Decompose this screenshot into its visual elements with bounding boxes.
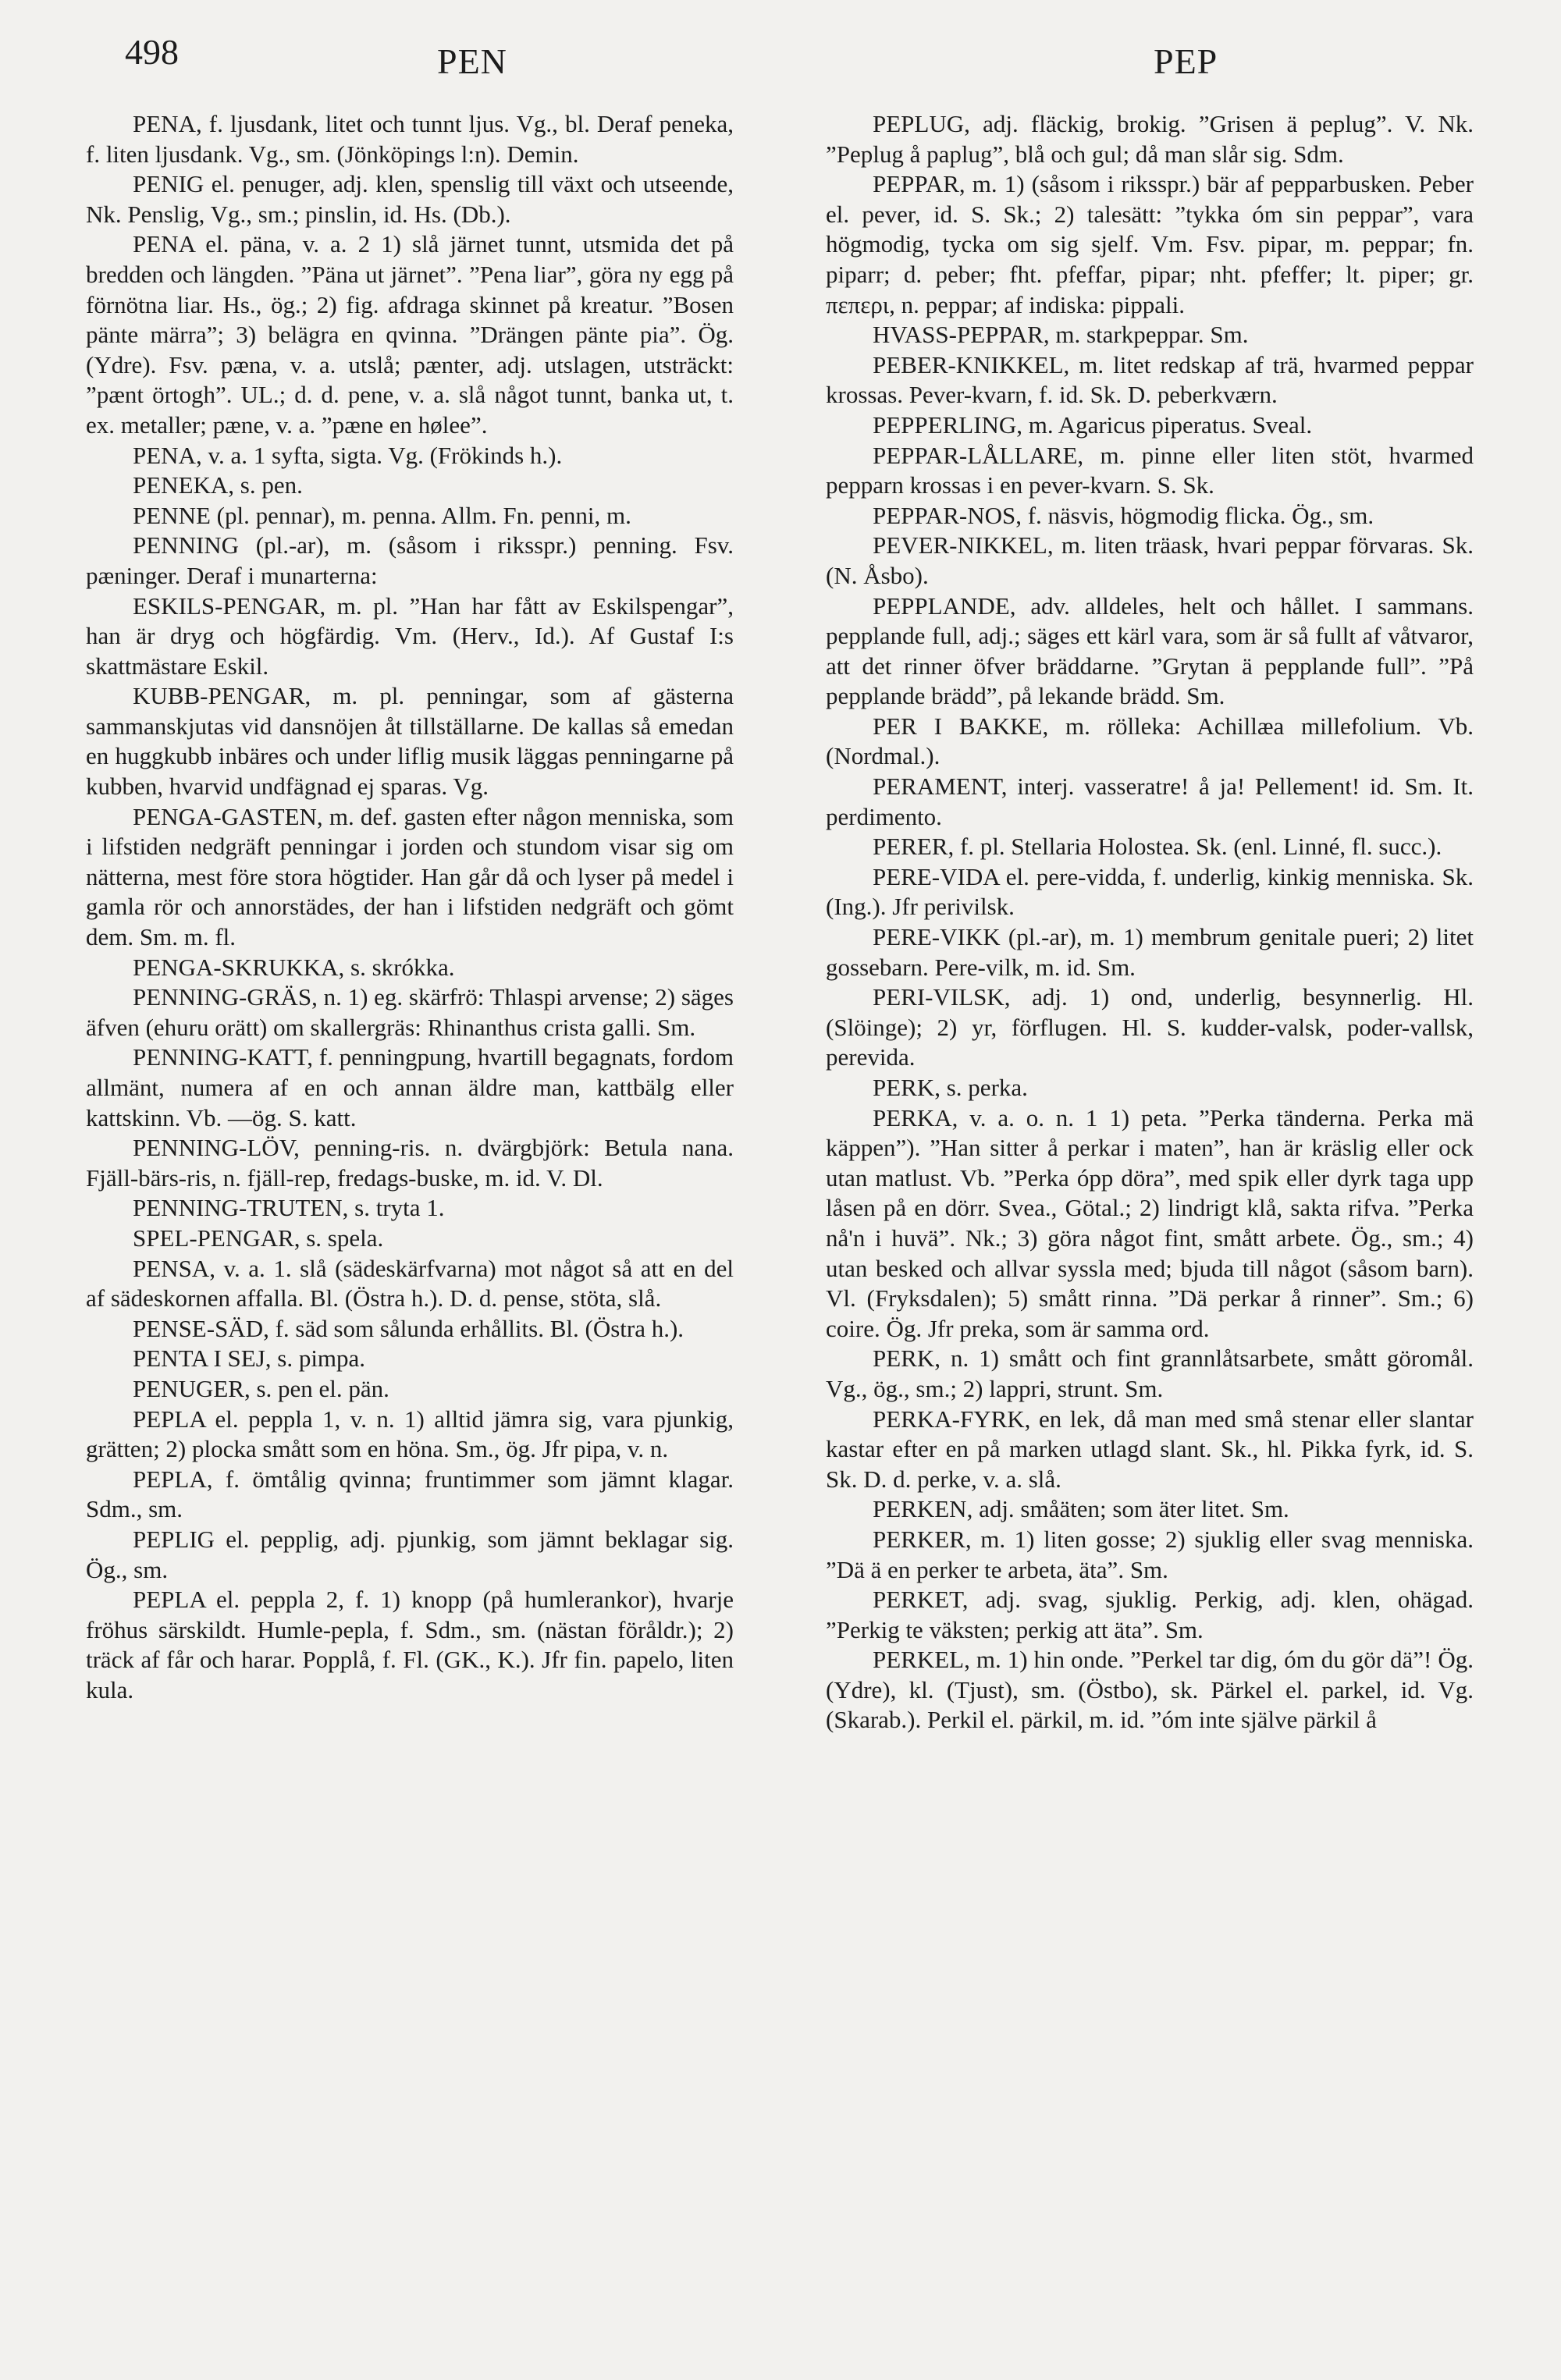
dictionary-entry: PERKER, m. 1) liten gosse; 2) sjuklig eller svag menniska. ”Dä ä en perker te arbeta, äta”. Sm. [826,1525,1474,1583]
dictionary-entry: PEPPAR, m. 1) (såsom i riksspr.) bär af pepparbusken. Peber el. pever, id. S. Sk.; 2) talesätt: ”tykka óm sin peppar”, vara högmodig, tycka om sig sjelf. Vm. Fsv. pipar, m. peppar; fn. piparr; d. peber; fht. pfeffar, pipar; nht. pfeffer; lt. piper; gr. πεπερι, n. peppar; af indiska: pippali. [826,170,1474,318]
dictionary-entry: PENIG el. penuger, adj. klen, spenslig till växt och utseende, Nk. Penslig, Vg., sm.; pinslin, id. Hs. (Db.). [86,170,734,228]
dictionary-entry: PENNE (pl. pennar), m. penna. Allm. Fn. penni, m. [133,501,631,529]
dictionary-entry: PEPPAR-LÅLLARE, m. pinne eller liten stöt, hvarmed pepparn krossas i en pever-kvarn. S. Sk. [826,441,1474,499]
dictionary-entry: PERE-VIDA el. pere-vidda, f. underlig, kinkig menniska. Sk. (Ing.). Jfr perivilsk. [826,862,1474,921]
dictionary-entry: PENSA, v. a. 1. slå (sädeskärfvarna) mot något så att en del af sädeskornen affalla. Bl. (Östra h.). D. d. pense, stöta, slå. [86,1254,734,1313]
dictionary-entry: PERI-VILSK, adj. 1) ond, underlig, besynnerlig. Hl. (Slöinge); 2) yr, förflugen. Hl. S. kudder-valsk, poder-vallsk, perevida. [826,983,1474,1071]
right-column [826,109,1474,1735]
dictionary-entry: PERKET, adj. svag, sjuklig. Perkig, adj. klen, ohägad. ”Perkig te väksten; perkig att äta”. Sm. [826,1586,1474,1643]
dictionary-entry: PEPLA el. peppla 2, f. 1) knopp (på humlerankor), hvarje fröhus särskildt. Humle-pepla, f. Sdm., sm. (nästan föråldr.); 2) träck af får och harar. Popplå, f. Fl. (GK., K.). Jfr fin. papelo, liten kula. [86,1586,734,1703]
dictionary-entry: PEPPAR-NOS, f. näsvis, högmodig flicka. Ög., sm. [873,501,1374,529]
dictionary-entry: PENNING-GRÄS, n. 1) eg. skärfrö: Thlaspi arvense; 2) säges äfven (ehuru orätt) om skallergräs: Rhinanthus crista galli. Sm. [86,983,734,1041]
dictionary-entry: KUBB-PENGAR, m. pl. penningar, som af gästerna sammanskjutas vid dansnöjen åt tillställarne. De kallas så emedan en huggkubb inbäres och under liflig musik läggas penningarne på kubben, hvarvid undfägnad ej sparas. Vg. [86,682,734,801]
running-head-left: PEN [437,41,507,81]
dictionary-entry: PENGA-SKRUKKA, s. skrókka. [133,953,455,981]
running-head-right: PEP [1154,41,1218,81]
dictionary-entry: PERKA-FYRK, en lek, då man med små stenar eller slantar kastar efter en på marken utlagd slant. Sk., hl. Pikka fyrk, id. S. Sk. D. d. perke, v. a. slå. [826,1405,1474,1493]
dictionary-entry: PENEKA, s. pen. [133,471,303,499]
dictionary-entry: PEPLA el. peppla 1, v. n. 1) alltid jämra sig, vara pjunkig, grätten; 2) plocka smått som en höna. Sm., ög. Jfr pipa, v. n. [86,1405,734,1463]
left-column [86,109,734,1705]
dictionary-entry: PERK, n. 1) smått och fint grannlåtsarbete, smått göromål. Vg., ög., sm.; 2) lappri, strunt. Sm. [826,1345,1474,1402]
dictionary-entry: ESKILS-PENGAR, m. pl. ”Han har fått av Eskilspengar”, han är dryg och högfärdig. Vm. (Herv., Id.). Af Gustaf I:s skattmästare Eskil. [86,591,734,680]
dictionary-entry: PERKEN, adj. småäten; som äter litet. Sm. [873,1495,1289,1523]
dictionary-entry: PENSE-SÄD, f. säd som sålunda erhållits. Bl. (Östra h.). [133,1314,684,1342]
dictionary-entry: PEPPLANDE, adv. alldeles, helt och hållet. I sammans. pepplande full, adj.; säges ett kärl vara, som är så fullt af våtvaror, att det rinner öfver bräddarne. ”Grytan ä pepplande full”. ”På pepplande brädd”, på lekande brädd. Sm. [826,591,1474,710]
dictionary-entry: PEPLUG, adj. fläckig, brokig. ”Grisen ä peplug”. V. Nk. ”Peplug å paplug”, blå och gul; då man slår sig. Sdm. [826,110,1474,168]
dictionary-entry: PER I BAKKE, m. rölleka: Achillæa millefolium. Vb. (Nordmal.). [826,712,1474,770]
dictionary-entry: PEVER-NIKKEL, m. liten träask, hvari peppar förvaras. Sk. (N. Åsbo). [826,531,1474,589]
dictionary-entry: PEPLA, f. ömtålig qvinna; fruntimmer som jämnt klagar. Sdm., sm. [86,1465,734,1523]
dictionary-entry: PENGA-GASTEN, m. def. gasten efter någon menniska, som i lifstiden nedgräft penningar i jorden och stundom visar sig om nätterna, mest före stora högtider. Han går då och lyser på medel i gamla rör och annorstädes, der han i lifstiden nedgräft och gömt dem. Sm. m. fl. [86,802,734,951]
dictionary-entry: PEPLIG el. pepplig, adj. pjunkig, som jämnt beklagar sig. Ög., sm. [86,1525,734,1583]
dictionary-entry: PERKEL, m. 1) hin onde. ”Perkel tar dig, óm du gör dä”! Ög. (Ydre), kl. (Tjust), sm. (Östbo), sk. Pärkel el. parkel, id. Vg. (Skarab.). Perkil el. pärkil, m. id. ”óm inte själve pärkil å [826,1646,1474,1734]
dictionary-entry: SPEL-PENGAR, s. spela. [133,1224,384,1252]
dictionary-entry: PERKA, v. a. o. n. 1 1) peta. ”Perka tänderna. Perka mä käppen”). ”Han sitter å perkar i maten”, han är kräslig eller ock utan matlust. Vb. ”Perka ópp döra”, med spik eller dyrk taga upp låsen på en dörr. Svea., Götal.; 2) lindrigt klå, sakta rifva. ”Perka nå'n i huvä”. Nk.; 3) göra något fint, smått arbete. Ög., sm.; 4) utan besked och allvar syssla med; bjuda till något (såsom barn). Vl. (Fryksdalen); 5) smått rinna. ”Dä perkar å rinner”. Sm.; 6) coire. Ög. Jfr preka, som är samma ord. [826,1103,1474,1342]
dictionary-entry: PERER, f. pl. Stellaria Holostea. Sk. (enl. Linné, fl. succ.). [873,833,1442,861]
dictionary-entry: PENNING-LÖV, penning-ris. n. dvärgbjörk: Betula nana. Fjäll-bärs-ris, n. fjäll-rep, fredags-buske, m. id. V. Dl. [86,1134,734,1192]
dictionary-entry: PENNING (pl.-ar), m. (såsom i riksspr.) penning. Fsv. pæninger. Deraf i munarterna: [86,531,734,589]
dictionary-entry: PEPPERLING, m. Agaricus piperatus. Sveal. [873,410,1313,439]
dictionary-entry: PENA, v. a. 1 syfta, sigta. Vg. (Frökinds h.). [133,441,563,469]
dictionary-entry: PENA, f. ljusdank, litet och tunnt ljus. Vg., bl. Deraf peneka, f. liten ljusdank. Vg., sm. (Jönköpings l:n). Demin. [86,110,734,168]
dictionary-entry: PEBER-KNIKKEL, m. litet redskap af trä, hvarmed peppar krossas. Pever-kvarn, f. id. Sk. D. peberkværn. [826,350,1474,409]
dictionary-entry: HVASS-PEPPAR, m. starkpeppar. Sm. [873,321,1249,349]
page-number: 498 [125,32,179,72]
dictionary-entry: PENNING-KATT, f. penningpung, hvartill begagnats, fordom allmänt, numera af en och annan äldre man, kattbälg eller kattskinn. Vb. —ög. S. katt. [86,1043,734,1131]
dictionary-entry: PENNING-TRUTEN, s. tryta 1. [133,1194,445,1222]
dictionary-entry: PERAMENT, interj. vasseratre! å ja! Pellement! id. Sm. It. perdimento. [826,773,1474,830]
dictionary-entry: PERE-VIKK (pl.-ar), m. 1) membrum genitale pueri; 2) litet gossebarn. Pere-vilk, m. id. Sm. [826,923,1474,981]
dictionary-entry: PENTA I SEJ, s. pimpa. [133,1345,366,1373]
dictionary-entry: PENUGER, s. pen el. pän. [133,1374,389,1402]
dictionary-entry: PERK, s. perka. [873,1074,1028,1101]
dictionary-entry: PENA el. päna, v. a. 2 1) slå järnet tunnt, utsmida det på bredden och längden. ”Päna ut järnet”. ”Pena liar”, göra ny egg på förnötna liar. Hs., ög.; 2) fig. afdraga skinnet på kreatur. ”Bosen pänte märra”; 3) belägra en qvinna. ”Drängen pänte pia”. Ög. (Ydre). Fsv. pæna, v. a. utslå; pænter, adj. utslagen, utsträckt: ”pænt örtogh”. UL.; d. d. pene, v. a. slå något tunnt, banka ut, t. ex. metaller; pæne, v. a. ”pæne en hølee”. [86,230,734,439]
